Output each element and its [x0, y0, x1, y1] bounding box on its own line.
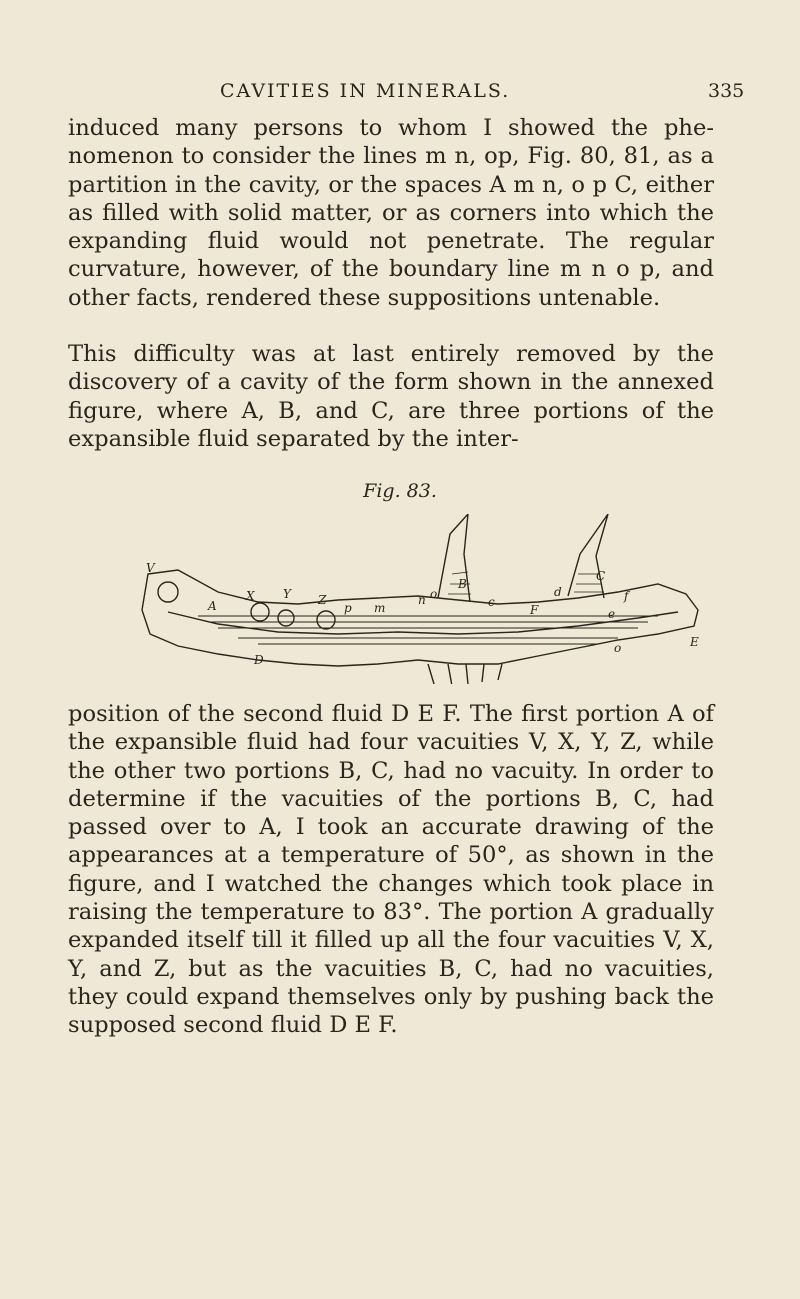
paragraph-2: This difficulty was at last entirely removed by the discovery of a cavity of the form shown in the annexed figure, where A, B, and C, are three portions of the expansible fluid separated by the inter-: [68, 341, 714, 452]
label-p: p: [344, 601, 352, 615]
label-f: f: [624, 589, 629, 603]
running-head: [0, 80, 800, 110]
label-c-small: c: [488, 595, 495, 609]
vacuity-x: [251, 603, 269, 621]
page-number: 335: [708, 80, 745, 102]
label-a: A: [208, 599, 217, 613]
label-o: o: [430, 587, 438, 601]
label-m: m: [374, 601, 386, 615]
vacuity-v: [158, 582, 178, 602]
cavity-figure: [138, 514, 708, 684]
vacuity-z: [317, 611, 335, 629]
label-n: n: [418, 593, 426, 607]
label-v: V: [146, 561, 155, 575]
portion-c: [568, 514, 608, 598]
label-e-right: E: [690, 635, 699, 649]
label-z: Z: [318, 593, 327, 607]
label-o-lower: o: [614, 641, 622, 655]
paragraph-3: position of the second fluid D E F. The first portion A of the expansible fluid had four vacuities V, X, Y, Z, while the other two portions B, C, had no vacuity. In order to determine if the vacuities of the portions B, C, had passed over to A, I took an accurate drawing of the appearances at a temperature of 50°, as shown in the figure, and I watched the changes which took place in raising the temperature to 83°. The portion A gradually expanded itself till it filled up all the four vacuities V, X, Y, and Z, but as the vacuities B, C, had no vacuities, they could expand themselves only by pushing back the supposed second fluid D E F.: [68, 701, 714, 1039]
running-title: CAVITIES IN MINERALS.: [220, 80, 511, 102]
fluid-boundary: [168, 612, 678, 634]
label-y: Y: [283, 587, 291, 601]
label-e: e: [608, 607, 616, 621]
label-f-upper: F: [530, 603, 539, 617]
label-x: X: [246, 589, 255, 603]
label-d-lower: D: [254, 653, 264, 667]
label-b: B: [458, 577, 467, 591]
paragraph-1: induced many persons to whom I showed the phenomenon to consider the lines m n, op, Fig. 80, 81, as a partition in the cavity, or the spaces A m n, o p C, either as filled with solid matter, or as corners into which the expanding fluid would not penetrate. The regular curvature, however, of the boundary line m n o p, and other facts, rendered these suppositions untenable.: [68, 115, 714, 311]
label-d: d: [554, 585, 562, 599]
label-c: C: [596, 569, 606, 583]
vacuity-y: [278, 610, 294, 626]
figure-caption: Fig. 83.: [363, 480, 437, 502]
bottom-teeth: [428, 664, 502, 684]
